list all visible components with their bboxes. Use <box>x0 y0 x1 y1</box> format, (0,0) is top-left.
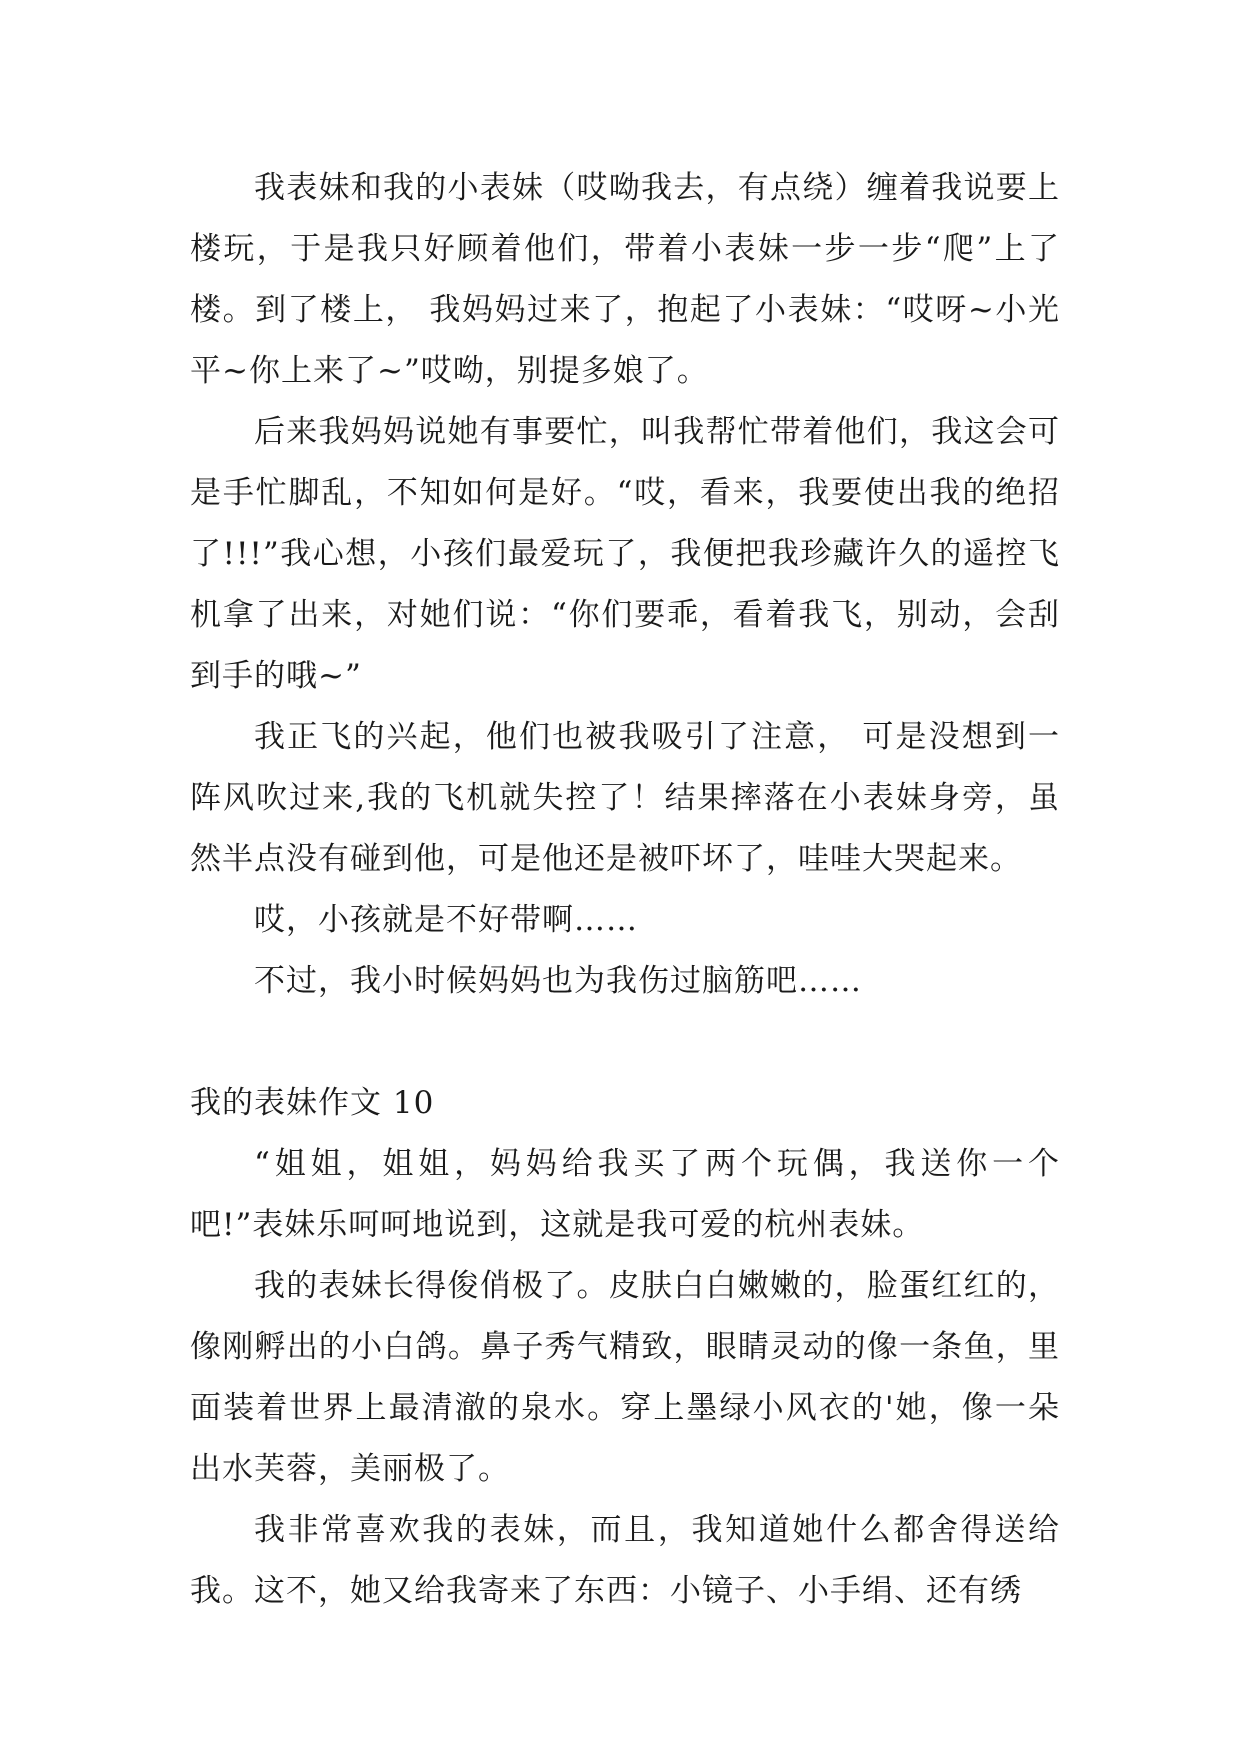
paragraph: “姐姐，姐姐，妈妈给我买了两个玩偶，我送你一个吧!”表妹乐呵呵地说到，这就是我可爱的杭州表妹。 <box>190 1146 1060 1243</box>
paragraph: 我的表妹长得俊俏极了。皮肤白白嫩嫩的，脸蛋红红的，像刚孵出的小白鸽。鼻子秀气精致，眼睛灵动的像一条鱼，里面装着世界上最清澈的泉水。穿上墨绿小风衣的'她，像一朵出水芙蓉，美丽极了。 <box>190 1268 1060 1487</box>
paragraph: 我正飞的兴起，他们也被我吸引了注意， 可是没想到一阵风吹过来,我的飞机就失控了！结果摔落在小表妹身旁，虽然半点没有碰到他，可是他还是被吓坏了，哇哇大哭起来。 <box>190 719 1060 877</box>
paragraph: 我非常喜欢我的表妹，而且，我知道她什么都舍得送给我。这不，她又给我寄来了东西：小镜子、小手绢、还有绣 <box>190 1512 1060 1609</box>
document-body <box>190 158 1060 1622</box>
section-title: 我的表妹作文 10 <box>190 1085 435 1121</box>
paragraph: 不过，我小时候妈妈也为我伤过脑筋吧…… <box>254 963 862 999</box>
paragraph: 哎，小孩就是不好带啊…… <box>254 902 638 938</box>
paragraph: 我表妹和我的小表妹（哎呦我去，有点绕）缠着我说要上楼玩，于是我只好顾着他们，带着小表妹一步一步“爬”上了楼。到了楼上， 我妈妈过来了，抱起了小表妹：“哎呀~小光平~你上来了~”哎呦，别提多娘了。 <box>190 170 1060 389</box>
section-spacer <box>190 1012 1060 1073</box>
paragraph: 后来我妈妈说她有事要忙，叫我帮忙带着他们，我这会可是手忙脚乱，不知如何是好。“哎，看来，我要使出我的绝招了!!!”我心想，小孩们最爱玩了，我便把我珍藏许久的遥控飞机拿了出来，对她们说：“你们要乖，看着我飞，别动，会刮到手的哦~” <box>190 414 1060 694</box>
